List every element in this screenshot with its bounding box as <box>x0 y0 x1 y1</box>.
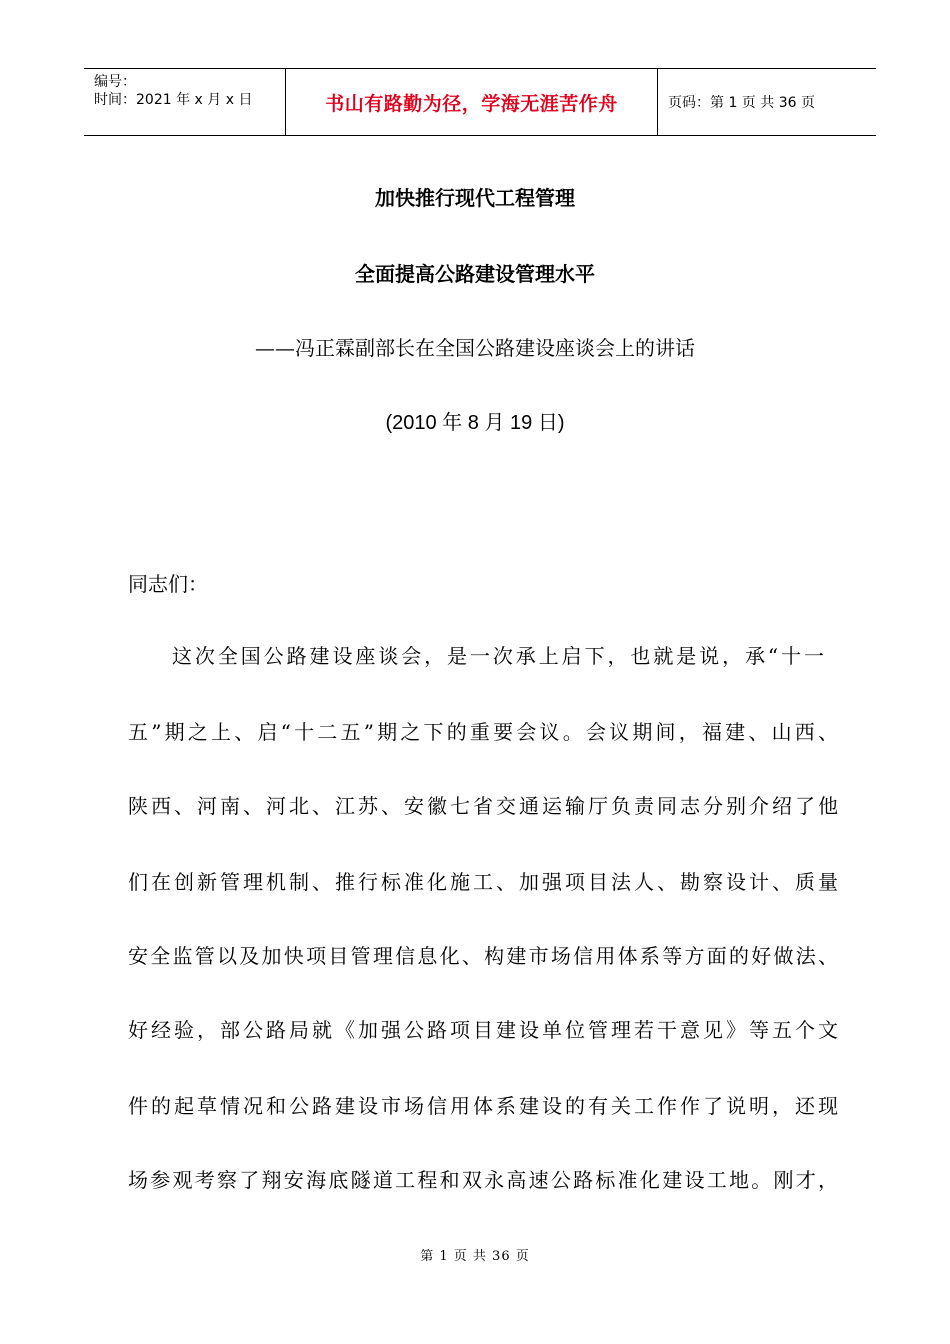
paragraph-line: 陕西、河南、河北、江苏、安徽七省交通运输厅负责同志分别介绍了他 <box>128 794 838 818</box>
paragraph-line: 场参观考察了翔安海底隧道工程和双永高速公路标准化建设工地。刚才， <box>128 1168 838 1192</box>
document-title-line1: 加快推行现代工程管理 <box>375 186 575 210</box>
paragraph-line: 安全监管以及加快项目管理信息化、构建市场信用体系等方面的好做法、 <box>128 944 838 968</box>
paragraph-line: 好经验，部公路局就《加强公路项目建设单位管理若干意见》等五个文 <box>128 1018 838 1042</box>
time-label: 时间：2021 年 x 月 x 日 <box>94 92 253 108</box>
paragraph-line: 这次全国公路建设座谈会，是一次承上启下，也就是说，承“十一 <box>172 644 824 668</box>
paragraph-line: 们在创新管理机制、推行标准化施工、加强项目法人、勘察设计、质量 <box>128 870 838 894</box>
document-date: (2010 年 8 月 19 日) <box>385 412 565 434</box>
paragraph-line: 五”期之上、启“十二五”期之下的重要会议。会议期间，福建、山西、 <box>128 720 838 744</box>
document-subtitle: ——冯正霖副部长在全国公路建设座谈会上的讲话 <box>255 336 695 360</box>
paragraph-line: 件的起草情况和公路建设市场信用体系建设的有关工作作了说明，还现 <box>128 1094 838 1118</box>
header-meta-cell <box>84 69 286 135</box>
page-footer: 第 1 页 共 36 页 <box>420 1249 530 1264</box>
header-page-label: 页码：第 1 页 共 36 页 <box>668 95 815 111</box>
document-title-line2: 全面提高公路建设管理水平 <box>355 262 595 286</box>
header-table <box>84 68 876 136</box>
greeting: 同志们： <box>128 572 208 596</box>
header-motto: 书山有路勤为径，学海无涯苦作舟 <box>286 69 658 135</box>
number-label: 编号： <box>94 74 136 90</box>
